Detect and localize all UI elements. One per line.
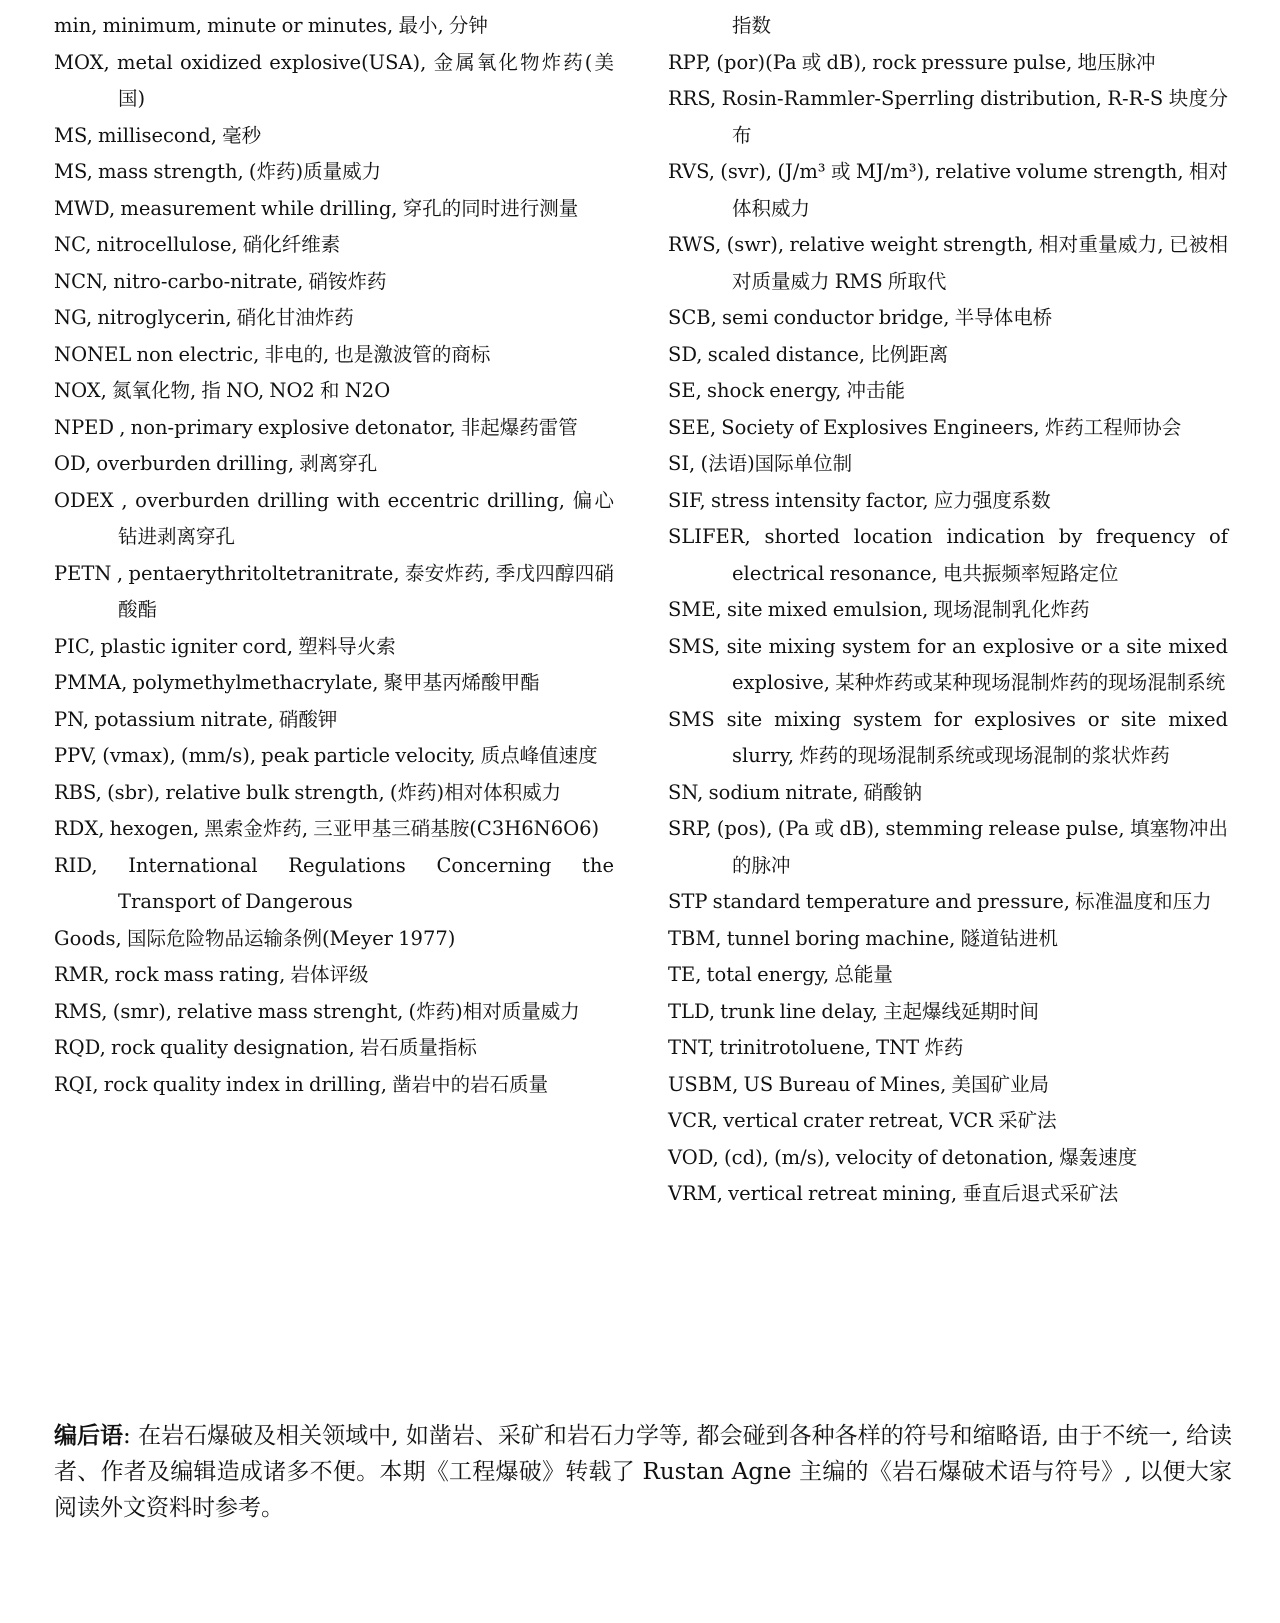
glossary-entry: Goods, 国际危险物品运输条例(Meyer 1977) [54,926,456,950]
glossary-entry: SMS, site mixing system for an explosive or a site mixed explosive, 某种炸药或某种现场混制炸药的现场混制系统 [668,634,1228,694]
glossary-entry: PETN , pentaerythritoltetranitrate, 泰安炸药, 季戊四醇四硝酸酯 [54,561,614,621]
glossary-entry: NG, nitroglycerin, 硝化甘油炸药 [54,306,354,329]
editor-note [54,1418,1232,1526]
glossary-entry: MWD, measurement while drilling, 穿孔的同时进行测量 [54,196,579,220]
glossary-entry: USBM, US Bureau of Mines, 美国矿业局 [668,1072,1049,1096]
glossary-entry: NCN, nitro-carbo-nitrate, 硝铵炸药 [54,269,387,293]
glossary-entry: VCR, vertical crater retreat, VCR 采矿法 [668,1109,1057,1132]
glossary-entry: VOD, (cd), (m/s), velocity of detonation, 爆轰速度 [668,1145,1138,1169]
glossary-entry: SLIFER, shorted location indication by frequency of electrical resonance, 电共振频率短路定位 [668,525,1228,585]
glossary-entry: MS, millisecond, 毫秒 [54,123,262,147]
glossary-entry: NONEL non electric, 非电的, 也是激波管的商标 [54,342,491,366]
glossary-entry: TNT, trinitrotoluene, TNT 炸药 [668,1036,964,1059]
glossary-entry: NPED , non-primary explosive detonator, 非起爆药雷管 [54,415,578,439]
glossary-entry: TLD, trunk line delay, 主起爆线延期时间 [668,999,1040,1023]
glossary-entry: SIF, stress intensity factor, 应力强度系数 [668,488,1051,512]
glossary-entry: SEE, Society of Explosives Engineers, 炸药工程师协会 [668,415,1182,439]
glossary-entry: RWS, (swr), relative weight strength, 相对重量威力, 已被相对质量威力 RMS 所取代 [668,233,1228,293]
glossary-entry: RVS, (svr), (J/m³ 或 MJ/m³), relative volume strength, 相对体积威力 [668,160,1228,220]
glossary-entry: PMMA, polymethylmethacrylate, 聚甲基丙烯酸甲酯 [54,671,540,694]
glossary-entry: MOX, metal oxidized explosive(USA), 金属氧化物炸药(美国) [54,50,614,110]
glossary-entry: SME, site mixed emulsion, 现场混制乳化炸药 [668,598,1090,621]
glossary-entry: SI, (法语)国际单位制 [668,452,853,475]
glossary-entry: ODEX , overburden drilling with eccentric drilling, 偏心钻进剥离穿孔 [54,488,614,548]
glossary-entry: RMS, (smr), relative mass strenght, (炸药)相对质量威力 [54,999,580,1023]
glossary-entry: RDX, hexogen, 黑索金炸药, 三亚甲基三硝基胺(C3H6N6O6) [54,817,600,840]
glossary-entry: SD, scaled distance, 比例距离 [668,342,949,366]
glossary-entry: SCB, semi conductor bridge, 半导体电桥 [668,306,1053,329]
glossary-entry: MS, mass strength, (炸药)质量威力 [54,160,382,183]
glossary-entry: RID, International Regulations Concerning the Transport of Dangerous [54,853,614,913]
glossary-entry: PIC, plastic igniter cord, 塑料导火索 [54,634,396,658]
glossary-entry: NOX, 氮氧化物, 指 NO, NO2 和 N2O [54,379,391,402]
glossary-entry: PPV, (vmax), (mm/s), peak particle velocity, 质点峰值速度 [54,744,598,767]
glossary-entry: RRS, Rosin-Rammler-Sperrling distribution, R-R-S 块度分布 [668,87,1228,147]
glossary-left-column [54,8,614,1103]
editor-note-text: : 在岩石爆破及相关领域中, 如凿岩、采矿和岩石力学等, 都会碰到各种各样的符号和缩略语, 由于不统一, 给读者、作者及编辑造成诸多不便。本期《工程爆破》转载了 Rustan Agne 主编的《岩石爆破术语与符号》, 以便大家阅读外文资料时参考。 [54,1423,1232,1521]
glossary-entry: OD, overburden drilling, 剥离穿孔 [54,452,378,475]
glossary-entry: TBM, tunnel boring machine, 隧道钻进机 [668,926,1059,950]
glossary-entry: min, minimum, minute or minutes, 最小, 分钟 [54,14,488,37]
glossary-entry: STP standard temperature and pressure, 标准温度和压力 [668,890,1212,913]
glossary-entry: 指数 [732,14,772,37]
glossary-entry: RPP, (por)(Pa 或 dB), rock pressure pulse, 地压脉冲 [668,50,1156,74]
glossary-entry: RMR, rock mass rating, 岩体评级 [54,963,369,986]
glossary-right-column [668,8,1228,1213]
glossary-entry: SRP, (pos), (Pa 或 dB), stemming release pulse, 填塞物冲出的脉冲 [668,817,1228,877]
glossary-entry: TE, total energy, 总能量 [668,963,893,986]
glossary-entry: RQD, rock quality designation, 岩石质量指标 [54,1036,477,1059]
glossary-entry: SN, sodium nitrate, 硝酸钠 [668,780,923,804]
editor-note-lead: 编后语 [54,1422,124,1449]
glossary-entry: RQI, rock quality index in drilling, 凿岩中的岩石质量 [54,1072,549,1096]
glossary-entry: RBS, (sbr), relative bulk strength, (炸药)相对体积威力 [54,780,562,804]
glossary-entry: PN, potassium nitrate, 硝酸钾 [54,707,338,731]
glossary-entry: NC, nitrocellulose, 硝化纤维素 [54,233,341,256]
glossary-entry: SMS site mixing system for explosives or site mixed slurry, 炸药的现场混制系统或现场混制的浆状炸药 [668,707,1228,767]
glossary-entry: VRM, vertical retreat mining, 垂直后退式采矿法 [668,1182,1119,1205]
glossary-entry: SE, shock energy, 冲击能 [668,379,905,402]
